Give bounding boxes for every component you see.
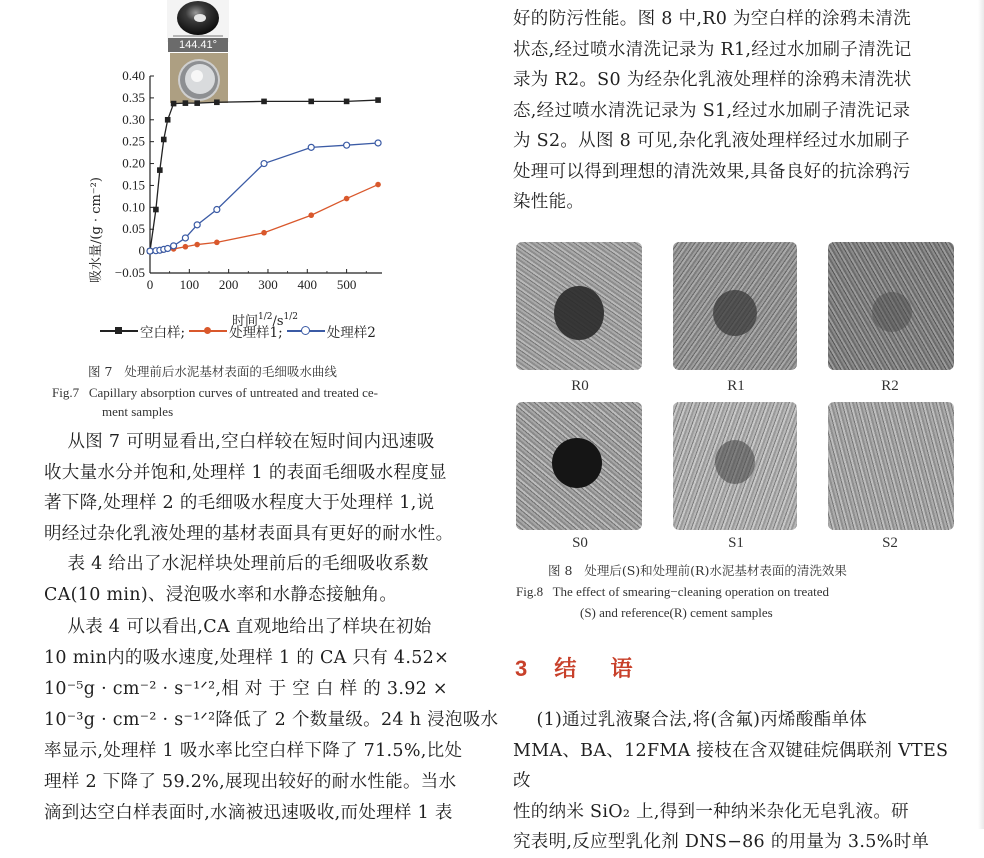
- fig7-caption-cn: 图 7 处理前后水泥基材表面的毛细吸水曲线: [88, 364, 337, 379]
- data-point: [375, 97, 381, 103]
- y-tick-label: 0.15: [122, 177, 145, 193]
- data-point: [261, 161, 267, 167]
- cleaning-effect-photo-grid: [510, 238, 960, 551]
- sample-tile-r2: [828, 242, 954, 370]
- data-point: [214, 207, 220, 213]
- data-point: [214, 240, 220, 246]
- data-point: [194, 100, 200, 106]
- tile-label-r0: R0: [571, 378, 589, 394]
- x-tick-label: 0: [146, 277, 154, 292]
- left-paragraph-3-line3: 10⁻⁵g · cm⁻² · s⁻¹ᐟ²,相 对 于 空 白 样 的 3.92 ×: [44, 679, 448, 699]
- fig8-caption-en-line2: (S) and reference(R) cement samples: [580, 605, 773, 620]
- data-point: [153, 207, 159, 213]
- tile-label-s2: S2: [882, 535, 898, 551]
- y-tick-label: 0.05: [122, 221, 145, 237]
- water-droplet-photo: [167, 0, 229, 42]
- sample-tile-r0: [516, 242, 642, 370]
- series-line-1: [150, 100, 378, 251]
- data-point: [161, 137, 167, 143]
- data-point: [261, 230, 267, 236]
- legend-blank-label: 空白样;: [140, 325, 186, 341]
- left-paragraph-3-line1: 从表 4 可以看出,CA 直观地给出了样块在初始: [44, 617, 432, 637]
- sample-tile-s1: [673, 402, 797, 530]
- section-heading: [515, 652, 646, 683]
- left-paragraph-3-line4: 10⁻³g · cm⁻² · s⁻¹ᐟ²降低了 2 个数量级。24 h 浸泡吸水: [44, 710, 499, 730]
- data-point: [165, 245, 171, 251]
- left-paragraph-3-line5: 率显示,处理样 1 吸水率比空白样下降了 71.5%,比处: [44, 741, 463, 761]
- data-point: [261, 99, 267, 105]
- data-point: [308, 212, 314, 218]
- sample-tile-r1: [673, 242, 797, 370]
- section-number: 3: [515, 656, 528, 681]
- fig8-caption-cn: 图 8 处理后(S)和处理前(R)水泥基材表面的清洗效果: [548, 563, 847, 578]
- tile-label-r1: R1: [727, 378, 745, 394]
- data-point: [344, 142, 350, 148]
- fig8-caption-en-line1: Fig.8 The effect of smearing−cleaning operation on treated: [516, 584, 829, 599]
- section-title: 结 语: [554, 656, 647, 681]
- x-tick-label: 300: [258, 277, 278, 292]
- y-tick-label: 0.35: [122, 89, 145, 105]
- data-point: [171, 243, 177, 249]
- tile-label-r2: R2: [881, 378, 899, 394]
- y-tick-label: 0.20: [122, 155, 145, 171]
- data-point: [308, 99, 314, 105]
- data-point: [375, 140, 381, 146]
- left-paragraph-3-line6: 理样 2 下降了 59.2%,展现出较好的耐水性能。当水: [44, 772, 457, 792]
- page-edge: [978, 0, 984, 829]
- data-point: [194, 242, 200, 248]
- legend-treated1-marker: [189, 326, 227, 336]
- tile-label-s1: S1: [728, 535, 744, 551]
- data-point: [344, 196, 350, 202]
- legend-treated2-label: 处理样2: [326, 325, 376, 341]
- left-paragraph-3-line7: 滴到达空白样表面时,水滴被迅速吸收,而处理样 1 表: [44, 803, 453, 823]
- y-tick-label: 0: [138, 243, 145, 259]
- sample-tile-s2: [828, 402, 954, 530]
- x-tick-label: 100: [179, 277, 200, 292]
- data-point: [214, 99, 220, 105]
- capillary-absorption-chart: [80, 60, 400, 335]
- data-point: [182, 235, 188, 241]
- y-axis-label: 吸水量/(g · cm⁻²): [89, 177, 104, 283]
- legend-treated2-marker: [287, 326, 325, 336]
- x-tick-label: 400: [297, 277, 318, 292]
- x-tick-label: 500: [336, 277, 357, 292]
- fig7-caption-en-line2: ment samples: [102, 404, 174, 419]
- legend-blank-marker: [100, 326, 138, 336]
- data-point: [165, 117, 171, 123]
- fig7-caption-en-line1: Fig.7 Capillary absorption curves of untreated and treated ce-: [52, 385, 378, 400]
- right-paragraph-2: (1)通过乳液聚合法,将(含氟)丙烯酸酯单体 MMA、BA、12FMA 接枝在含双键硅烷偶联剂 VTES 改 性的纳米 SiO₂ 上,得到一种纳米杂化无皂乳液。研 究表明,反应型乳化剂 DNS−86 的用量为 3.5%时单: [513, 710, 949, 852]
- data-point: [308, 144, 314, 150]
- data-point: [375, 182, 381, 188]
- data-point: [194, 222, 200, 228]
- sample-tile-s0: [516, 402, 642, 530]
- chart-legend: [100, 320, 420, 342]
- data-point: [183, 244, 189, 250]
- data-point: [183, 100, 189, 106]
- y-tick-label: 0.25: [122, 133, 145, 149]
- x-axis-label: 时间$^{1/2}/s^{1/2}$: [231, 312, 299, 329]
- data-point: [157, 167, 163, 173]
- y-tick-label: 0.10: [122, 199, 145, 215]
- data-point: [147, 248, 153, 254]
- left-paragraph-1: 从图 7 可明显看出,空白样较在短时间内迅速吸 收大量水分并饱和,处理样 1 的表面毛细吸水程度显 著下降,处理样 2 的毛细吸水程度大于处理样 1,说 明经过杂化乳液处理的基材表面具有更好的耐水性。: [44, 432, 454, 544]
- x-tick-label: 200: [218, 277, 239, 292]
- contact-angle-label: 144.41°: [168, 38, 228, 52]
- y-tick-label: −0.05: [114, 265, 145, 280]
- y-tick-label: 0.40: [122, 68, 145, 83]
- right-paragraph-1: 好的防污性能。图 8 中,R0 为空白样的涂鸦未清洗 状态,经过喷水清洗记录为 R1,经过水加刷子清洗记 录为 R2。S0 为经杂化乳液处理样的涂鸦未清洗状 态,经过喷水清洗记录为 S1,经过水加刷子清洗记录 为 S2。从图 8 可见,杂化乳液处理样经过水加刷子 处理可以得到理想的清洗效果,具备良好的抗涂鸦污 染性能。: [513, 9, 912, 212]
- left-paragraph-3-line2: 10 min内的吸水速度,处理样 1 的 CA 只有 4.52×: [44, 648, 450, 668]
- data-point: [171, 101, 177, 107]
- data-point: [344, 99, 350, 105]
- legend-treated1-label: 处理样1;: [229, 325, 283, 341]
- left-paragraph-2: 表 4 给出了水泥样块处理前后的毛细吸收系数 CA(10 min)、浸泡吸水率和水静态接触角。: [44, 554, 429, 605]
- y-tick-label: 0.30: [122, 111, 145, 127]
- tile-label-s0: S0: [572, 535, 588, 551]
